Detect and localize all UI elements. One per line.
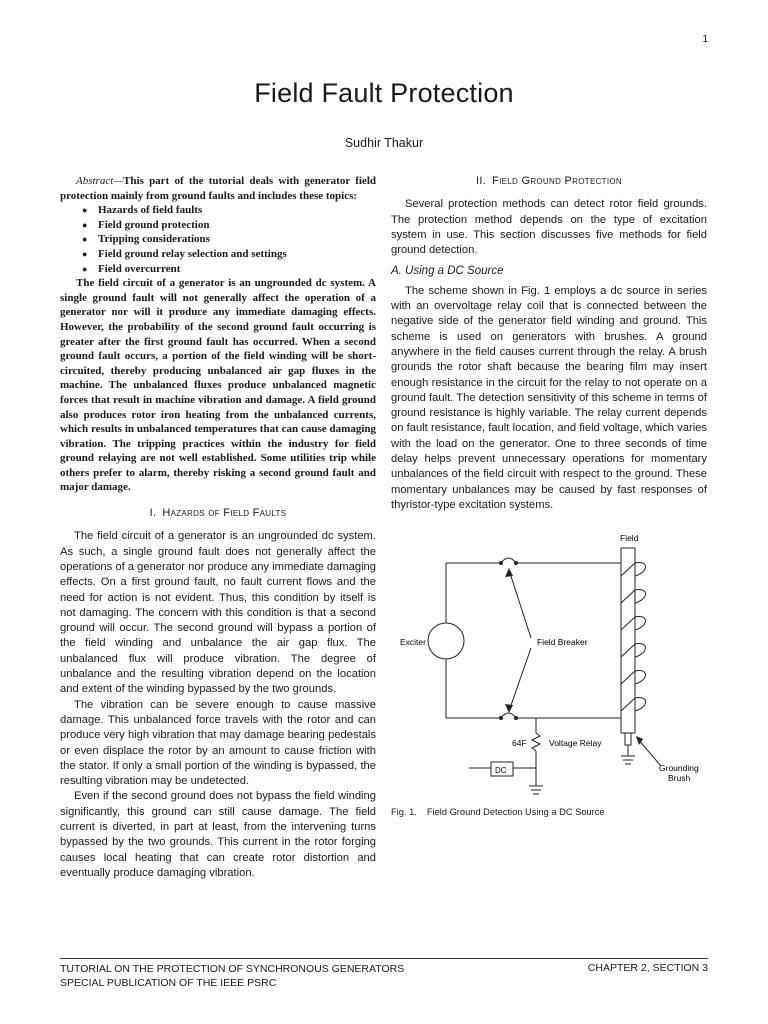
section-heading [391,174,707,189]
section-title: Field Ground Protection [492,175,622,187]
label-voltage-relay: Voltage Relay [549,738,602,748]
abstract [60,174,376,495]
footer-left [60,962,404,990]
label-exciter: Exciter [400,637,426,647]
label-field-breaker: Field Breaker [537,637,588,647]
footer-line: SPECIAL PUBLICATION OF THE IEEE PSRC [60,977,277,989]
section-number: II. [476,175,487,187]
label-dc: DC [495,766,507,775]
paper-title: Field Fault Protection [254,78,514,108]
circuit-diagram [391,528,711,818]
right-column [391,174,707,513]
figure-number: Fig. 1. [391,807,417,817]
list-item: ● Field ground relay selection and settings [82,247,376,262]
list-item: ● Field overcurrent [82,262,376,277]
section-title: Hazards of Field Faults [162,507,287,520]
left-column [60,174,376,881]
list-item: ● Field ground protection [82,218,376,233]
figure-caption-text: Field Ground Detection Using a DC Source [426,807,605,817]
paragraph: Even if the second ground does not bypass the field winding significantly, this ground can still cause damage. The field current is diverted, in part at least, from the intervening turns bypassed by the two grounds. This current in the rotor forging causes local heating that can create rotor distortion and eventually produce damaging vibration. [60,790,376,879]
figure-diagram [391,528,711,818]
paragraph: The field circuit of a generator is an ungrounded dc system. As such, a single ground fault does not generally affect the operations of a generator nor produce any immediate damaging effects. On a first ground fault, no fault current flows and the need for action is not evident. Thus, this condition by itself is not damaging. The concern with this condition is that a second ground will occur. The second ground will bypass a portion of the field winding and unbalance the air gap flux. The unbalanced flux will produce vibration. The degree of unbalance and the resulting vibration depend on the location and extent of the winding bypassed by the two grounds. [60,530,376,696]
abstract-label: Abstract— [76,175,124,187]
label-grounding: Grounding [659,763,699,773]
label-brush: Brush [668,773,691,783]
label-relay-id: 64F [512,738,527,748]
topic-list [60,203,376,276]
page-number: 1 [702,34,708,45]
label-field: Field [620,533,639,543]
author-name: Sudhir Thakur [344,136,424,150]
section-body [391,197,707,513]
list-item: ● Hazards of field faults [82,203,376,218]
abstract-body: The field circuit of a generator is an ungrounded dc system. A single ground fault will not generally affect the operation of a generator nor will it produce any immediate damaging effects. However, the probability of the second ground fault occurring is greater after the first ground fault has occurred. When a second ground fault occurs, a portion of the field winding will be short-circuited, thereby producing unbalanced air gap fluxes in the machine. The unbalanced fluxes produce unbalanced magnetic forces that result in machine vibration and damage. A field ground also produces rotor iron heating from the unbalanced currents, which results in unbalanced temperatures that can cause damaging vibration. The tripping practices within the industry for field ground relaying are not well established. Some utilities trip while others prefer to alarm, thereby risking a second ground fault and major damage. [60,277,376,494]
exciter-symbol [428,623,464,659]
list-item: ● Tripping considerations [82,232,376,247]
footer-chapter: CHAPTER 2, SECTION 3 [587,962,708,974]
abstract-lead: This part of the tutorial deals with generator field protection mainly from ground faults and includes these topics: [60,175,376,202]
footer-line: TUTORIAL ON THE PROTECTION OF SYNCHRONOUS GENERATORS [60,963,405,975]
paragraph: The scheme shown in Fig. 1 employs a dc source in series with an overvoltage relay coil that is connected between the negative side of the generator field winding and ground. This scheme is used on generators with brushes. A ground anywhere in the field causes current through the relay. A brush grounds the rotor shaft because the bearing film may insert enough resistance in the circuit for the relay to not operate on a ground fault. The detection sensitivity of this scheme in terms of ground resistance is highly variable. The relay current depends on fault resistance, fault location, and field voltage, which varies with the load on the generator. One to three seconds of time delay helps prevent unnecessary operations for momentary unbalances of the field circuit with respect to the ground. These momentary unbalances may be caused by fast responses of thyristor-type excitation systems. [391,284,707,511]
section-body [60,529,376,881]
paragraph: The vibration can be severe enough to cause massive damage. This unbalanced force travels with the rotor and can produce very high vibration that may damage bearing pedestals or even displace the rotor by an amount to cause friction with the stator. If only a small portion of the winding is bypassed, the resulting vibration may be undetected. [60,698,376,788]
section-heading [60,506,376,521]
footer-divider [60,958,708,959]
figure-caption [391,807,605,817]
section-number: I. [149,507,157,520]
subsection-title: A. Using a DC Source [391,265,504,278]
paragraph: Several protection methods can detect rotor field grounds. The protection method depends on the type of excitation system in use. This section discusses five methods for field ground detection. [391,198,707,257]
